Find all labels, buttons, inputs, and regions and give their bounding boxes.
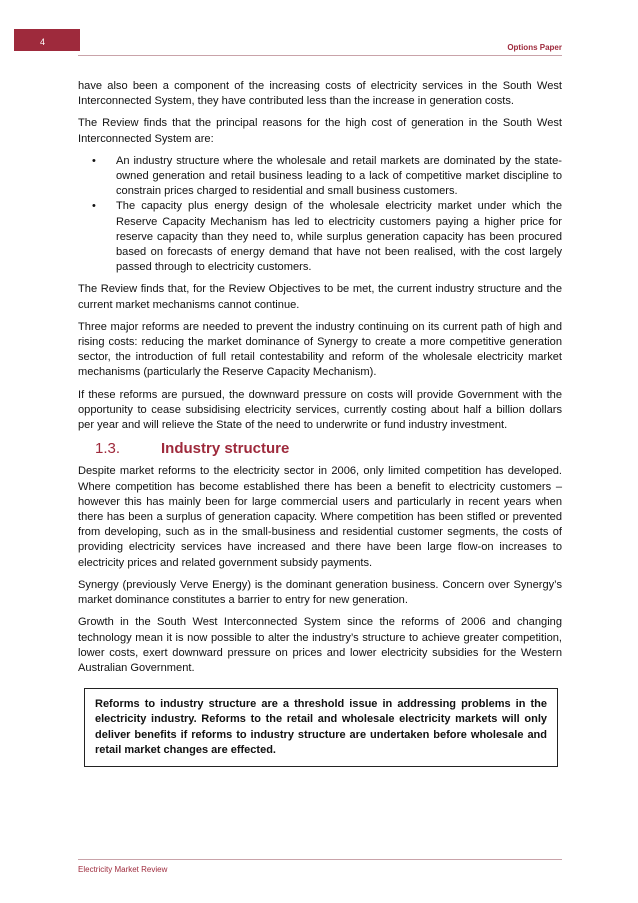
paragraph-2: The Review finds that the principal reasons for the high cost of generation in the South West Interconnected System are: xyxy=(78,117,562,145)
list-item xyxy=(78,199,562,275)
page-number: 4 xyxy=(40,37,46,47)
paragraph-3: The Review finds that, for the Review Objectives to be met, the current industry structure and the current market mechanisms cannot continue. xyxy=(78,283,562,311)
section-heading xyxy=(78,441,562,456)
list-item-text: The capacity plus energy design of the wholesale electricity market under which the Reserve Capacity Mechanism has led to electricity customers paying a higher price for reserve capacity than they need to, while surplus generation capacity has been procured based on forecasts of energy demand that have not been realised, with the cost largely passed through to electricity customers. xyxy=(116,200,562,274)
section-title: Industry structure xyxy=(161,440,290,458)
bullet-icon: • xyxy=(92,200,96,213)
footer-text: Electricity Market Review xyxy=(78,865,168,874)
section-number: 1.3. xyxy=(95,440,121,458)
paragraph-5: If these reforms are pursued, the downward pressure on costs will provide Government with the opportunity to cease subsidising electricity services, currently costing about half a billion dollars per year and will relieve the State of the need to underwrite or fund industry investment. xyxy=(78,388,562,432)
paragraph-6: Despite market reforms to the electricity sector in 2006, only limited competition has developed. Where competition has become established there has been a benefit to electricity customers – however this has mainly been for large commercial users and particularly in recent years when there has been a surplus of generation capacity. Where competition has been stifled or prevented from developing, such as in the small-business and residential customer segments, the costs of providing electricity services have increased and there have been large flow-on increases to electricity prices and related government subsidy payments. xyxy=(78,465,562,569)
paragraph-8: Growth in the South West Interconnected System since the reforms of 2006 and changing technology mean it is now possible to alter the industry’s structure to achieve greater competition, lower costs, exert downward pressure on prices and lower electricity subsidies for the Western Australian Government. xyxy=(78,616,562,674)
callout-box xyxy=(84,688,558,767)
paragraph-7: Synergy (previously Verve Energy) is the dominant generation business. Concern over Synergy’s market dominance constitutes a barrier to entry for new generation. xyxy=(78,578,562,607)
bullet-icon: • xyxy=(92,154,96,167)
paragraph-1: have also been a component of the increasing costs of electricity services in the South West Interconnected System, they have contributed less than the increase in generation costs. xyxy=(78,80,562,108)
paragraph-4: Three major reforms are needed to prevent the industry continuing on its current path of high and rising costs: reducing the market dominance of Synergy to create a more competitive generation sector, the introduction of full retail contestability and reform of the wholesale electricity market mechanisms (particularly the Reserve Capacity Mechanism). xyxy=(78,320,562,379)
header-title: Options Paper xyxy=(507,43,562,52)
callout-text: Reforms to industry structure are a threshold issue in addressing problems in the electricity industry. Reforms to the retail and wholesale electricity markets will only deliver benefits if reforms to industry structure are undertaken before wholesale and retail market changes are effected. xyxy=(95,698,547,756)
page-number-tab xyxy=(14,29,80,51)
header-divider xyxy=(78,55,562,56)
footer-divider xyxy=(78,859,562,860)
reasons-list xyxy=(78,154,562,276)
document-body xyxy=(78,79,562,767)
list-item-text: An industry structure where the wholesale and retail markets are dominated by the state-owned generation and retail business leading to a lack of competitive market discipline to constrain prices charged to residential and small business customers. xyxy=(116,154,562,198)
list-item xyxy=(78,154,562,200)
